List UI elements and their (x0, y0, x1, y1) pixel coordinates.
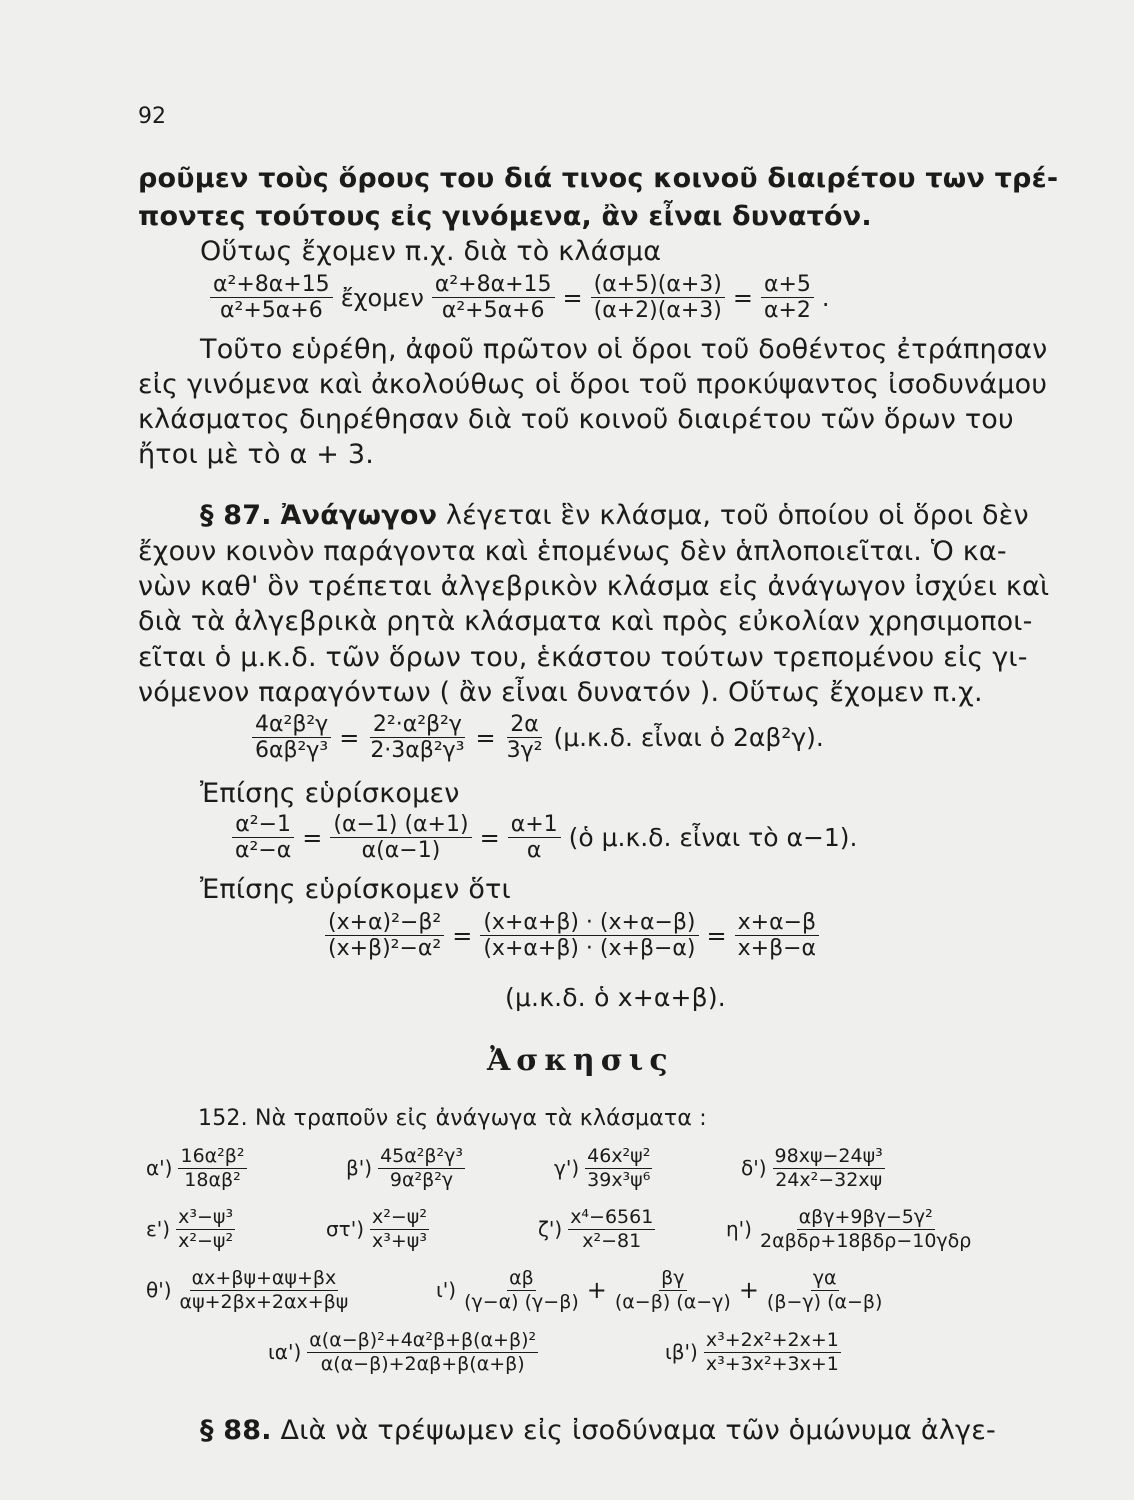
fraction: $\frac{\text{2²·α²β²γ}}{\text{2·3αβ²γ³}}$ (370, 712, 465, 764)
fraction: $\frac{\text{x³+2x²+2x+1}}{\text{x³+3x²+3x+1}}$ (705, 1329, 839, 1375)
exercise-label: ιβ') (665, 1340, 698, 1365)
section-87-line-1-rest: λέγεται ἓν κλάσμα, τοῦ ὁποίου οἱ ὅροι δὲν (445, 500, 1029, 531)
page-number: 92 (138, 104, 166, 129)
fraction: $\frac{\text{x³−ψ³}}{\text{x²−ψ²}}$ (178, 1206, 234, 1252)
exercise-label: ε') (146, 1217, 171, 1242)
fraction: $\frac{\alpha x+\beta\psi+\alpha\psi+\beta x}{\alpha\psi+2\beta x+2\alpha x+\beta\psi}$ (179, 1267, 349, 1313)
exercise-label: β') (346, 1156, 373, 1181)
exercise-th (146, 1267, 350, 1314)
equals-sign: = (339, 723, 360, 752)
section-88-line (200, 1415, 996, 1446)
fraction: $\frac{\text{16α²β²}}{\text{18αβ²}}$ (180, 1145, 245, 1191)
exercise-label: α') (146, 1156, 173, 1181)
fraction: $\frac{\text{α²+8α+15}}{\text{α²+5α+6}}$ (210, 272, 333, 324)
exercise-d (741, 1145, 885, 1192)
fraction: $\frac{\text{α²+8α+15}}{\text{α²+5α+6}}$ (432, 272, 555, 324)
equals-sign: = (479, 823, 500, 852)
equation-3 (232, 812, 858, 864)
section-88-text: Διὰ νὰ τρέψωμεν εἰς ἰσοδύναμα τῶν ὁμώνυμα ἀλγε- (280, 1415, 996, 1446)
exercises-heading: Ἀσκησις (487, 1043, 674, 1078)
fraction: $\frac{\alpha+1}{\alpha}$ (508, 812, 561, 864)
fraction: $\frac{\text{x²−ψ²}}{\text{x³+ψ³}}$ (372, 1206, 427, 1252)
equals-sign: = (562, 283, 583, 312)
fraction: $\frac{\alpha+5}{\alpha+2}$ (761, 272, 814, 324)
equals-sign: = (732, 283, 753, 312)
exercise-ia (268, 1329, 538, 1376)
para1-line-3: κλάσματος διηρέθησαν διὰ τοῦ κοινοῦ διαιρέτου τῶν ὅρων του (138, 404, 1014, 435)
equation-2 (252, 712, 824, 764)
fraction: $\frac{\beta\gamma}{(\alpha-\beta) (\alpha-\gamma)}$ (614, 1267, 731, 1313)
exercise-c (554, 1145, 652, 1192)
exercise-h (726, 1206, 973, 1253)
intro-line-1: ροῦμεν τοὺς ὅρους του διά τινος κοινοῦ διαιρέτου των τρέ- (138, 163, 1059, 194)
gcd-note: (ὁ μ.κ.δ. εἶναι τὸ α−1). (568, 823, 858, 853)
equals-sign: = (302, 823, 323, 852)
fraction: $\frac{2\alpha}{\text{3γ²}}$ (506, 712, 543, 764)
period: . (821, 283, 830, 312)
exercise-label: η') (726, 1217, 752, 1242)
section-88-number: § 88. (200, 1415, 272, 1446)
exercise-i (436, 1267, 884, 1314)
exercise-label: ια') (268, 1340, 302, 1365)
fraction: $\frac{\alpha\beta}{(\gamma-\alpha) (\gamma-\beta)}$ (464, 1267, 579, 1313)
section-87-line-4: διὰ τὰ ἀλγεβρικὰ ρητὰ κλάσματα καὶ πρὸς εὐκολίαν χρησιμοποι- (138, 606, 1033, 637)
fraction: $\frac{(\alpha-1) (\alpha+1)}{\alpha(\alpha-1)}$ (330, 812, 471, 864)
fraction: $\frac{x+\alpha-\beta}{x+\beta-\alpha}$ (735, 910, 819, 962)
intro-line-3: Οὕτως ἔχομεν π.χ. διὰ τὸ κλάσμα (200, 236, 662, 267)
also-find-1: Ἐπίσης εὑρίσκομεν (200, 778, 460, 809)
equals-sign: = (706, 921, 727, 950)
equation-4 (325, 910, 819, 962)
section-87-line-1 (200, 500, 1029, 531)
exercise-b (346, 1145, 465, 1192)
section-87-line-6: νόμενον παραγόντων ( ἂν εἶναι δυνατόν ). Οὕτως ἔχομεν π.χ. (138, 677, 983, 708)
para1-line-4: ἤτοι μὲ τὸ α + 3. (138, 439, 375, 470)
plus-sign: + (586, 1276, 607, 1305)
equals-sign: = (475, 723, 496, 752)
fraction: $\frac{(x+\alpha+\beta) \cdot (x+\alpha-\beta)}{(x+\alpha+\beta) \cdot (x+\beta-\alpha)}$ (480, 910, 698, 962)
exercise-label: στ') (326, 1217, 365, 1242)
fraction: $\frac{\text{46x²ψ²}}{\text{39x³ψ⁶}}$ (587, 1145, 651, 1191)
exercise-label: δ') (741, 1156, 767, 1181)
fraction: $\frac{\text{α²−1}}{\text{α²−α}}$ (232, 812, 294, 864)
exercise-label: γ') (554, 1156, 580, 1181)
fraction: $\frac{\text{αβγ+9βγ−5γ²}}{\text{2αβδρ+18βδρ−10γδρ}}$ (759, 1206, 972, 1252)
equation-4-note: (μ.κ.δ. ὁ x+α+β). (505, 983, 726, 1012)
section-87-line-3: νὼν καθ' ὃν τρέπεται ἀλγεβρικὸν κλάσμα εἰς ἀνάγωγον ἰσχύει καὶ (138, 571, 1050, 602)
exercise-label: ζ') (538, 1217, 563, 1242)
exercise-st (326, 1206, 429, 1253)
word-echomen: ἔχομεν (340, 283, 424, 312)
exercise-ib (665, 1329, 841, 1376)
fraction: $\frac{\text{x⁴−6561}}{\text{x²−81}}$ (570, 1206, 654, 1252)
exercise-label: θ') (146, 1278, 172, 1303)
section-87-line-5: εῖται ὁ μ.κ.δ. τῶν ὅρων του, ἑκάστου τούτων τρεπομένου εἰς γι- (138, 642, 1028, 673)
exercise-label: ι') (436, 1278, 457, 1303)
exercise-a (146, 1145, 247, 1192)
para1-line-1: Τοῦτο εὑρέθη, ἀφοῦ πρῶτον οἱ ὅροι τοῦ δοθέντος ἐτράπησαν (200, 334, 1048, 365)
fraction: $\frac{\text{4α²β²γ}}{\text{6αβ²γ³}}$ (252, 712, 331, 764)
equation-1 (210, 272, 830, 324)
fraction: $\frac{\gamma\alpha}{(\beta-\gamma) (\alpha-\beta)}$ (766, 1267, 883, 1313)
fraction: $\frac{\text{98xψ−24ψ³}}{\text{24x²−32xψ}}$ (774, 1145, 883, 1191)
fraction: $\frac{(\alpha+5)(\alpha+3)}{(\alpha+2)(\alpha+3)}$ (591, 272, 725, 324)
section-87-number: § 87. (200, 500, 272, 531)
fraction: $\frac{\text{(x+α)²−β²}}{\text{(x+β)²−α²}}$ (325, 910, 444, 962)
gcd-note: (μ.κ.δ. εἶναι ὁ 2αβ²γ). (553, 723, 824, 753)
plus-sign: + (738, 1276, 759, 1305)
intro-line-2: ποντες τούτους εἰς γινόμενα, ἂν εἶναι δυνατόν. (138, 201, 872, 232)
fraction: $\frac{\text{45α²β²γ³}}{\text{9α²β²γ}}$ (380, 1145, 463, 1191)
section-87-term: Ἀνάγωγον (280, 500, 438, 531)
exercise-152-intro: 152. Νὰ τραποῦν εἰς ἀνάγωγα τὰ κλάσματα : (198, 1106, 707, 1131)
equals-sign: = (452, 921, 473, 950)
para1-line-2: εἰς γινόμενα καὶ ἀκολούθως οἱ ὅροι τοῦ προκύψαντος ἰσοδυνάμου (138, 369, 1048, 400)
fraction: $\frac{\text{α(α−β)²+4α²β+β(α+β)²}}{\alpha(\alpha-\beta)+2\alpha\beta+\beta(\alpha+\beta)}$ (309, 1329, 537, 1375)
also-find-2: Ἐπίσης εὑρίσκομεν ὅτι (200, 874, 511, 905)
section-87-line-2: ἔχουν κοινὸν παράγοντα καὶ ἑπομένως δὲν ἁπλοποιεῖται. Ὁ κα- (138, 536, 1007, 567)
exercise-e (146, 1206, 235, 1253)
exercise-z (538, 1206, 655, 1253)
